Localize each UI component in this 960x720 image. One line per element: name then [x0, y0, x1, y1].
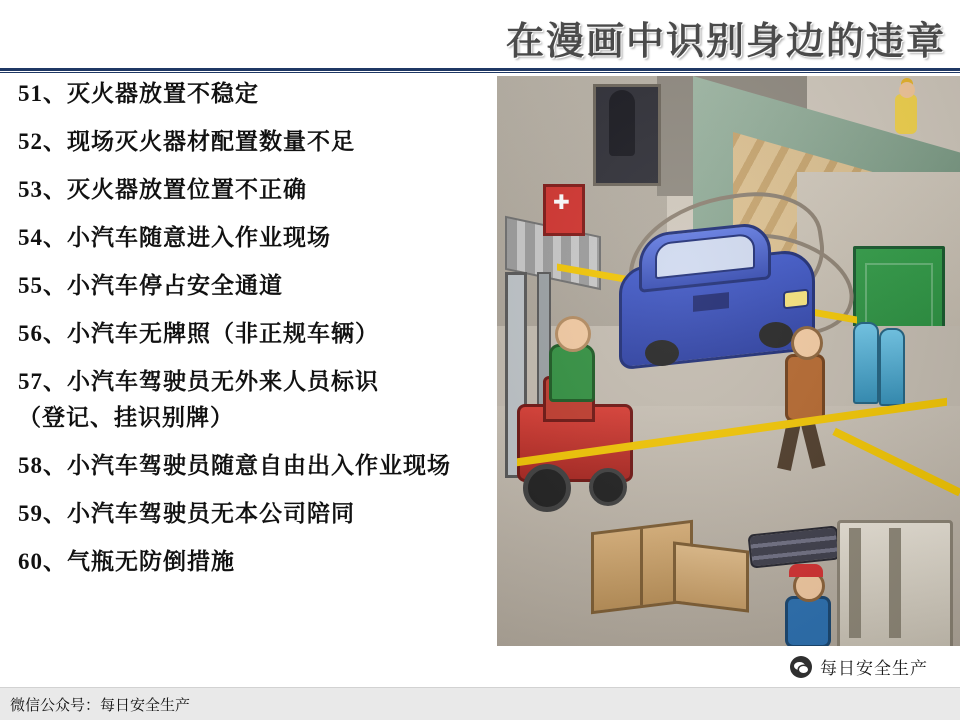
blue-car-headlight	[783, 289, 809, 310]
slide-header	[0, 0, 960, 70]
pedestrian-head	[791, 326, 823, 360]
list-item: 60、气瓶无防倒措施	[18, 549, 235, 574]
list-item: 53、灭火器放置位置不正确	[18, 177, 307, 202]
list-item: 57、小汽车驾驶员无外来人员标识	[18, 369, 379, 394]
worker-red-cap	[789, 564, 823, 577]
wechat-account-name: 每日安全生产	[820, 659, 928, 678]
list-item: 55、小汽车停占安全通道	[18, 273, 283, 298]
list-item: 56、小汽车无牌照（非正规车辆）	[18, 321, 379, 346]
roof-worker-head	[899, 82, 915, 98]
forklift-tine	[849, 528, 861, 638]
roof-worker-body	[895, 94, 917, 134]
worker-body	[785, 596, 831, 646]
forklift-wheel	[589, 468, 627, 506]
forklift-driver-head	[555, 316, 591, 352]
gas-cylinder	[853, 322, 879, 404]
silhouette-person-icon	[609, 90, 635, 156]
list-item: 51、灭火器放置不稳定	[18, 81, 259, 106]
list-item: 58、小汽车驾驶员随意自由出入作业现场	[18, 453, 451, 478]
blue-car-wheel	[759, 322, 793, 348]
wechat-icon	[790, 656, 812, 678]
list-item-continuation: （登记、挂识别牌）	[18, 405, 234, 430]
list-item: 54、小汽车随意进入作业现场	[18, 225, 331, 250]
forklift-wheel	[523, 464, 571, 512]
forklift-tine	[889, 528, 901, 638]
list-item: 59、小汽车驾驶员无本公司陪同	[18, 501, 355, 526]
header-divider-thin	[0, 72, 960, 73]
pedestrian-body	[785, 354, 825, 422]
cardboard-box	[673, 541, 749, 612]
forklift-driver-body	[549, 344, 595, 402]
page-title: 在漫画中识别身边的违章	[505, 21, 946, 63]
list-item: 52、现场灭火器材配置数量不足	[18, 129, 355, 154]
blue-car-wheel	[645, 340, 679, 366]
fire-extinguisher-box-icon	[543, 184, 585, 236]
cartoon-illustration	[497, 76, 960, 646]
footer-bar	[0, 687, 960, 720]
violation-list	[18, 82, 498, 598]
header-divider	[0, 68, 960, 71]
gas-cylinder	[879, 328, 905, 406]
wechat-watermark	[782, 649, 940, 684]
footer-account-text: 微信公众号：每日安全生产	[10, 697, 191, 714]
